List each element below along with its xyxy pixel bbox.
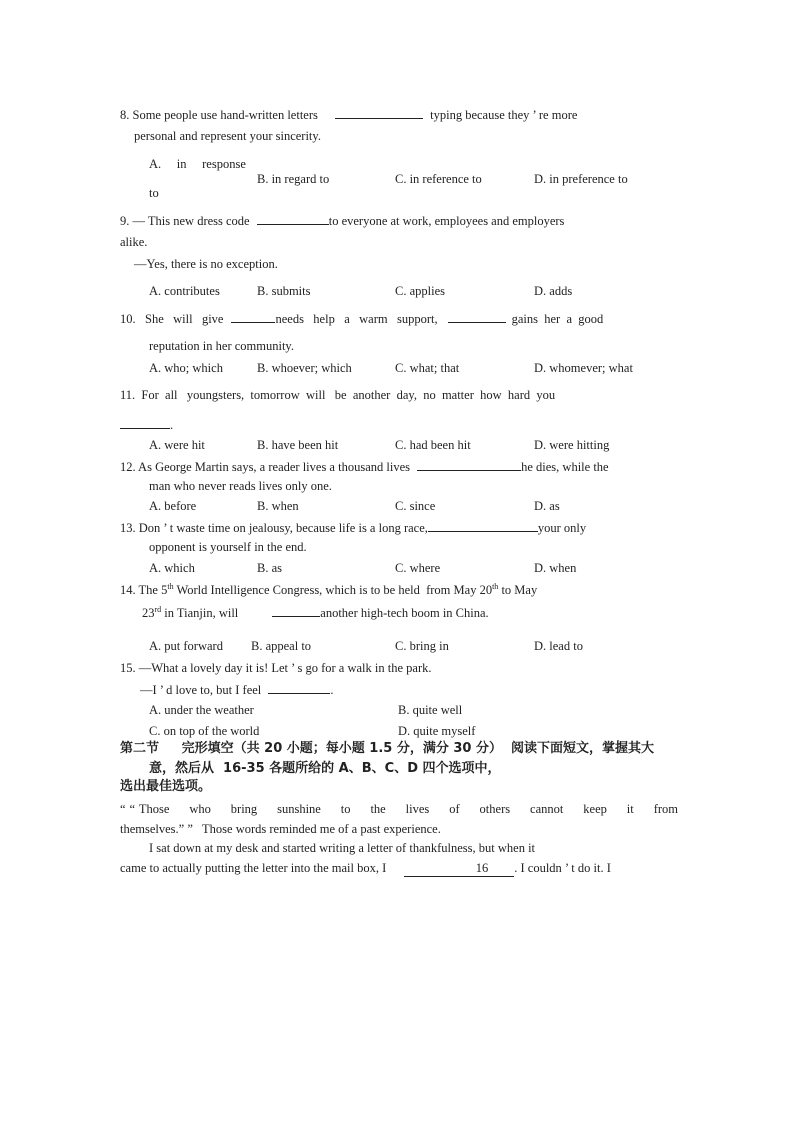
- q14-stem-line2: [142, 604, 489, 621]
- q11-blank: [120, 416, 170, 429]
- q11-stem-b-line: [120, 416, 173, 433]
- q9-stem-b: to everyone at work, employees and employers: [328, 214, 565, 228]
- passage-p2-line: [120, 860, 611, 877]
- q10-option-c: C. what; that: [395, 361, 460, 375]
- q14-option-d: D. lead to: [534, 639, 583, 653]
- q8-option-a-tail: to: [149, 186, 159, 200]
- q10-blank-1: [231, 310, 275, 323]
- passage-line1: [120, 801, 678, 817]
- q8-stem-c: personal and represent your sincerity.: [134, 129, 321, 143]
- q14-stem-a: 14. The 5: [120, 583, 168, 597]
- q11-stem-b: .: [170, 418, 174, 432]
- q12-option-c: C. since: [395, 499, 436, 513]
- q12-option-b: B. when: [257, 499, 299, 513]
- q15-option-b: B. quite well: [398, 703, 463, 717]
- q12-option-a: A. before: [149, 499, 197, 513]
- q14-stem-d: 23: [142, 606, 155, 620]
- q8-option-d: D. in preference to: [534, 172, 628, 186]
- q10-stem-c: gains her a good: [511, 312, 604, 326]
- q14-stem-e: in Tianjin, will: [161, 606, 239, 620]
- q15-blank: [268, 681, 330, 694]
- q11-stem-a: 11. For all youngsters, tomorrow will be another day, no matter how hard you: [120, 388, 556, 402]
- q8-stem-a: 8. Some people use hand-written letters: [120, 108, 318, 122]
- q9-blank: [257, 212, 329, 225]
- q13-option-d: D. when: [534, 561, 577, 575]
- q11-option-a: A. were hit: [149, 438, 205, 452]
- q11-option-c: C. had been hit: [395, 438, 471, 452]
- q14-sup-b: th: [492, 581, 499, 591]
- q15-option-a: A. under the weather: [149, 703, 254, 717]
- q8-option-b: B. in regard to: [257, 172, 330, 186]
- q15-option-c: C. on top of the world: [149, 724, 260, 738]
- q14-blank: [272, 604, 320, 617]
- q14-sup-d: rd: [154, 604, 162, 614]
- q15-option-d: D. quite myself: [398, 724, 476, 738]
- q12-stem: [120, 458, 609, 475]
- q13-blank: [428, 519, 538, 532]
- q8-option-a: A. in response: [149, 157, 246, 171]
- q8-blank: [335, 106, 423, 119]
- q15-stem-line2: [140, 681, 334, 698]
- section-heading-line1: 第二节 完形填空（共 20 小题；每小题 1.5 分，满分 30 分） 阅读下面短文，掌握其大: [120, 741, 655, 756]
- q8-stem-b: typing because they ’ re more: [430, 108, 578, 122]
- q13-option-a: A. which: [149, 561, 195, 575]
- q9-option-b: B. submits: [257, 284, 311, 298]
- q8-stem: [120, 106, 577, 123]
- section-heading-line3: 选出最佳选项。: [120, 779, 212, 794]
- q12-stem-c: man who never reads lives only one.: [149, 479, 332, 493]
- q15-stem-c: .: [330, 683, 334, 697]
- q13-option-c: C. where: [395, 561, 441, 575]
- q15-stem-a: 15. —What a lovely day it is! Let ’ s go for a walk in the park.: [120, 661, 432, 675]
- q10-option-a: A. who; which: [149, 361, 223, 375]
- passage-blank-16: [404, 860, 514, 877]
- passage-p1-b: themselves.” ” Those words reminded me of a past experience.: [120, 822, 441, 836]
- passage-p2-a: I sat down at my desk and started writing a letter of thankfulness, but when it: [149, 841, 536, 855]
- q10-stem-b: needs help a warm support,: [275, 312, 438, 326]
- section-heading-line2: 意，然后从 16-35 各题所给的 A、B、C、D 四个选项中，: [149, 761, 501, 776]
- passage-p2-c: . I couldn ’ t do it. I: [514, 861, 611, 875]
- q12-option-d: D. as: [534, 499, 560, 513]
- q12-stem-a: 12. As George Martin says, a reader lives a thousand lives: [120, 460, 410, 474]
- q12-stem-b: he dies, while the: [521, 460, 609, 474]
- passage-blank-number: 16: [475, 861, 489, 875]
- passage-p1-a: “ “ Those who bring sunshine to the lives of others cannot keep it from: [120, 802, 678, 816]
- q14-option-b: B. appeal to: [251, 639, 312, 653]
- q9-reply: —Yes, there is no exception.: [134, 257, 278, 271]
- passage-p2-b: came to actually putting the letter into the mail box, I: [120, 861, 387, 875]
- q9-option-c: C. applies: [395, 284, 445, 298]
- q14-sup-a: th: [167, 581, 174, 591]
- q10-stem: [120, 310, 603, 327]
- q14-option-c: C. bring in: [395, 639, 449, 653]
- q13-stem-a: 13. Don ’ t waste time on jealousy, because life is a long race,: [120, 521, 428, 535]
- q9-option-d: D. adds: [534, 284, 573, 298]
- q14-stem: [120, 582, 537, 598]
- q13-stem-c: opponent is yourself in the end.: [149, 540, 307, 554]
- q13-stem-b: your only: [537, 521, 587, 535]
- q10-option-d: D. whomever; what: [534, 361, 633, 375]
- q9-option-a: A. contributes: [149, 284, 220, 298]
- q13-stem: [120, 519, 586, 536]
- q9-stem-c: alike.: [120, 235, 148, 249]
- q11-option-d: D. were hitting: [534, 438, 610, 452]
- q10-stem-d: reputation in her community.: [149, 339, 294, 353]
- q10-blank-2: [448, 310, 506, 323]
- q13-option-b: B. as: [257, 561, 282, 575]
- q14-stem-b: World Intelligence Congress, which is to be held from May 20: [173, 583, 493, 597]
- q12-blank: [417, 458, 521, 471]
- q10-option-b: B. whoever; which: [257, 361, 352, 375]
- q9-stem-a: 9. — This new dress code: [120, 214, 250, 228]
- q11-option-b: B. have been hit: [257, 438, 339, 452]
- q15-stem-b: —I ’ d love to, but I feel: [140, 683, 262, 697]
- q10-stem-a: 10. She will give: [120, 312, 224, 326]
- q9-stem: [120, 212, 564, 229]
- q14-stem-f: another high-tech boom in China.: [320, 606, 489, 620]
- q14-stem-c: to May: [498, 583, 538, 597]
- q8-option-c: C. in reference to: [395, 172, 482, 186]
- q14-option-a: A. put forward: [149, 639, 223, 653]
